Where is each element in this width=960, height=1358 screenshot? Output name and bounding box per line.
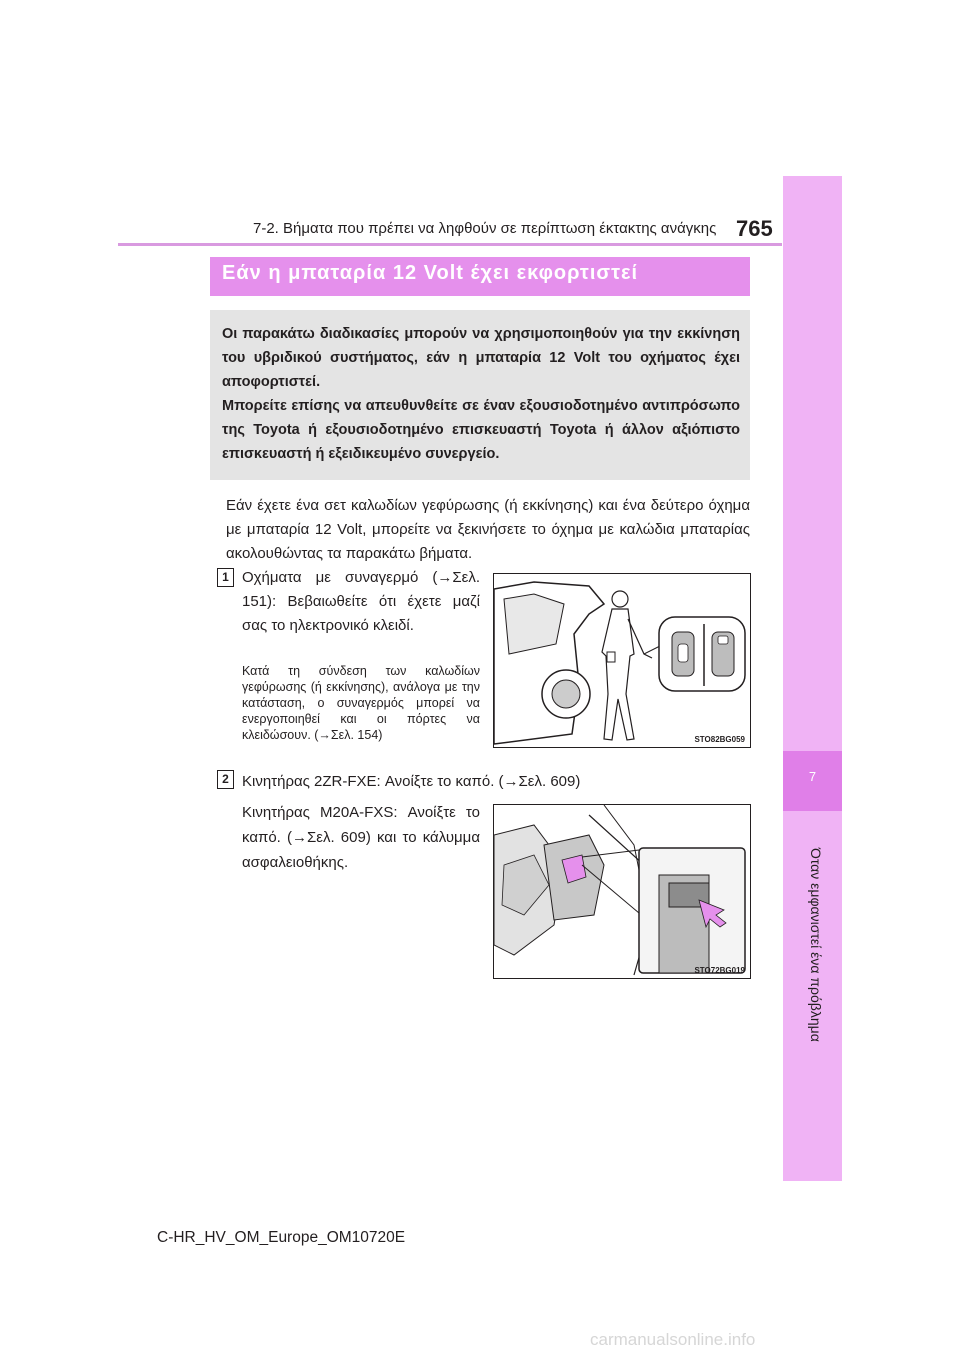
step-number-1: 1 — [217, 568, 234, 587]
car-key-illustration — [494, 574, 750, 747]
watermark: carmanualsonline.info — [590, 1330, 756, 1349]
intro-text — [222, 322, 740, 466]
page-number: 765 — [736, 216, 773, 241]
section-title: Εάν η μπαταρία 12 Volt έχει εκφορτιστεί — [222, 262, 639, 284]
document-footer: C-HR_HV_OM_Europe_OM10720E — [157, 1229, 406, 1246]
step-number-2: 2 — [217, 770, 234, 789]
figure-code: STO82BG059 — [694, 735, 745, 744]
engine-bay-illustration — [494, 805, 750, 978]
chapter-title: Όταν εμφανιστεί ένα πρόβλημα — [808, 848, 824, 1042]
step-1-text: Οχήματα με συναγερμό (→Σελ. 151): Βεβαιωθείτε ότι έχετε μαζί σας το ηλεκτρονικό κλειδί. — [242, 569, 480, 634]
step-2-text: Κινητήρας 2ZR-FXE: Ανοίξτε το καπό. (→Σελ. 609) — [242, 773, 581, 790]
header-divider — [118, 243, 782, 246]
chapter-number: 7 — [808, 769, 817, 784]
figure-car-key — [493, 573, 751, 748]
body-paragraph: Εάν έχετε ένα σετ καλωδίων γεφύρωσης (ή εκκίνησης) και ένα δεύτερο όχημα με μπαταρία 12 Volt, μπορείτε να ξεκινήσετε το όχημα με καλώδια μπαταρίας ακολουθώντας τα παρακάτω βήματα. — [226, 497, 750, 562]
running-header: 7-2. Βήματα που πρέπει να ληφθούν σε περίπτωση έκτακτης ανάγκης — [253, 220, 717, 237]
step-1-note: Κατά τη σύνδεση των καλωδίων γεφύρωσης (ή εκκίνησης), ανάλογα με την κατάσταση, ο συναγερμός μπορεί να ενεργοποιηθεί και οι πόρτες να κλειδώσουν. (→Σελ. 154) — [242, 664, 480, 742]
figure-engine-bay — [493, 804, 751, 979]
intro-paragraph-1: Οι παρακάτω διαδικασίες μπορούν να χρησιμοποιηθούν για την εκκίνηση του υβριδικού συστήματος, εάν η μπαταρία 12 Volt του οχήματος έχει αποφορτιστεί. — [222, 326, 740, 390]
intro-paragraph-2: Μπορείτε επίσης να απευθυνθείτε σε έναν εξουσιοδοτημένο αντιπρόσωπο της Toyota ή εξουσιοδοτημένο επισκευαστή Toyota ή άλλον αξιόπιστο επισκευαστή ή εξειδικευμένο συνεργείο. — [222, 398, 740, 462]
step-2-sub-text: Κινητήρας M20A-FXS: Ανοίξτε το καπό. (→Σελ. 609) και το κάλυμμα ασφαλειοθήκης. — [242, 804, 480, 871]
figure-code: STO72BG019 — [694, 966, 745, 975]
